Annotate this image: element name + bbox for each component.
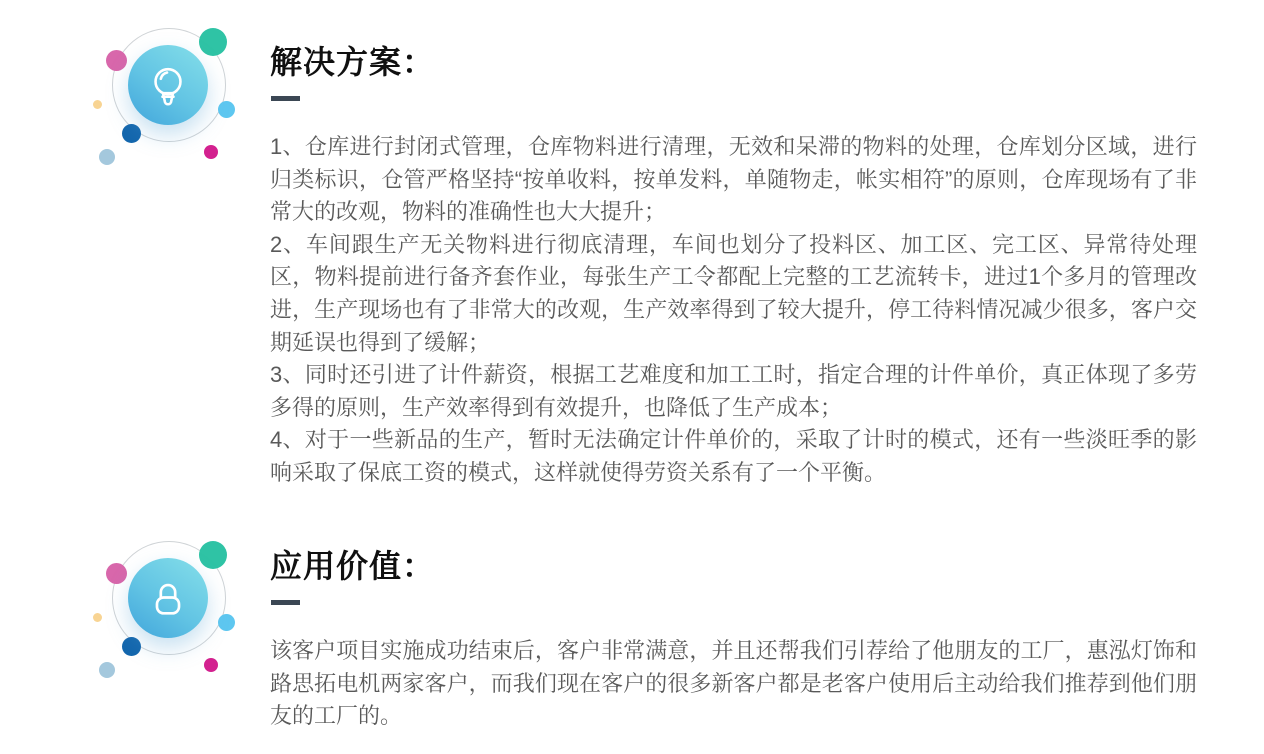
teal-dot <box>199 28 227 56</box>
value-section <box>270 546 1197 733</box>
teal-dot <box>199 541 227 569</box>
value-icon-cluster <box>90 521 240 686</box>
lightblue-dot <box>218 101 235 118</box>
solution-heading: 解决方案： <box>270 44 436 80</box>
magenta-dot <box>204 145 218 159</box>
yellow-dot <box>93 100 102 109</box>
heading-dash <box>271 600 300 605</box>
darkblue-dot <box>122 124 141 143</box>
steelblue-dot <box>99 662 115 678</box>
value-heading: 应用价值： <box>270 548 436 584</box>
yellow-dot <box>93 613 102 622</box>
pink-dot <box>106 50 127 71</box>
value-paragraph: 该客户项目实施成功结束后，客户非常满意，并且还帮我们引荐给了他朋友的工厂，惠泓灯饰和路思拓电机两家客户，而我们现在客户的很多新客户都是老客户使用后主动给我们推荐到他们朋友的工厂的。 <box>270 638 1197 729</box>
solution-paragraph: 1、仓库进行封闭式管理，仓库物料进行清理，无效和呆滞的物料的处理，仓库划分区域，进行归类标识，仓管严格坚持“按单收料，按单发料，单随物走，帐实相符”的原则，仓库现场有了非常大的改观，物料的准确性也大大提升； <box>270 134 1197 225</box>
steelblue-dot <box>99 149 115 165</box>
pink-dot <box>106 563 127 584</box>
solution-paragraph: 2、车间跟生产无关物料进行彻底清理，车间也划分了投料区、加工区、完工区、异常待处理区，物料提前进行备齐套作业，每张生产工令都配上完整的工艺流转卡，进过1个多月的管理改进，生产现场也有了非常大的改观，生产效率得到了较大提升，停工待料情况减少很多，客户交期延误也得到了缓解； <box>270 231 1197 355</box>
value-body <box>270 635 1197 733</box>
solution-paragraph: 3、同时还引进了计件薪资，根据工艺难度和加工工时，指定合理的计件单价，真正体现了多劳多得的原则，生产效率得到有效提升，也降低了生产成本； <box>270 362 1197 420</box>
magenta-dot <box>204 658 218 672</box>
solution-body <box>270 131 1197 490</box>
solution-section <box>270 42 1197 490</box>
lock-icon <box>145 575 191 621</box>
lock-badge <box>128 558 208 638</box>
solution-icon-cluster <box>90 8 240 173</box>
lightbulb-badge <box>128 45 208 125</box>
heading-dash <box>271 96 300 101</box>
darkblue-dot <box>122 637 141 656</box>
solution-paragraph: 4、对于一些新品的生产，暂时无法确定计件单价的，采取了计时的模式，还有一些淡旺季的影响采取了保底工资的模式，这样就使得劳资关系有了一个平衡。 <box>270 427 1197 485</box>
lightbulb-icon <box>145 62 191 108</box>
lightblue-dot <box>218 614 235 631</box>
